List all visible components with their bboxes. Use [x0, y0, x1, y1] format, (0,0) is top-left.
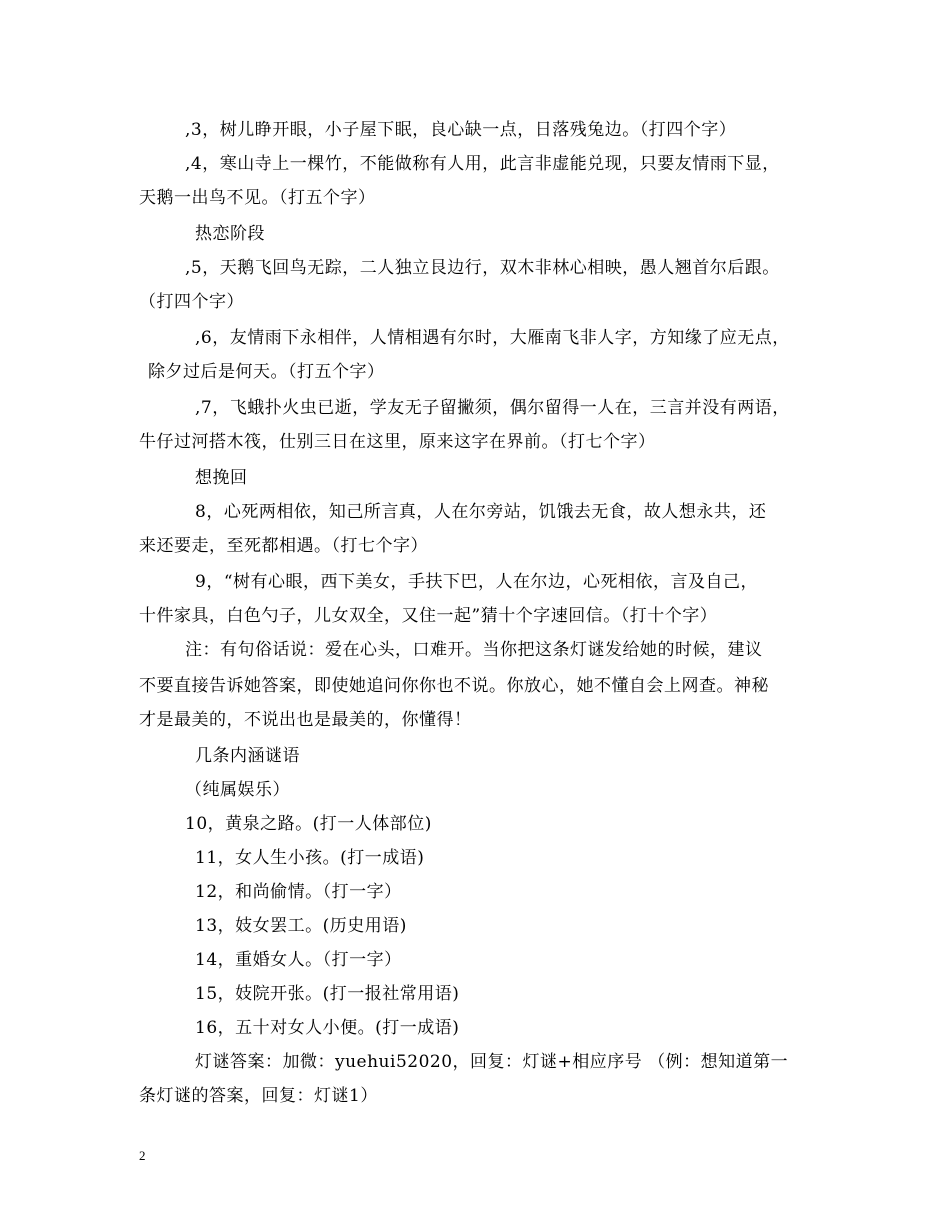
riddle-6-line-1: ,6，友情雨下永相伴，人情相遇有尔时，大雁南飞非人字，方知缘了应无点，: [195, 328, 790, 348]
riddle-9-line-2: 十件家具，白色勺子，儿女双全，又住一起”猜十个字速回信。（打十个字）: [139, 606, 718, 626]
riddle-14: 14，重婚女人。（打一字）: [195, 950, 402, 970]
riddle-7-line-1: ,7，飞蛾扑火虫已逝，学友无子留撇须，偶尔留得一人在，三言并没有两语，: [195, 398, 790, 418]
section-heading-riddles: 几条内涵谜语: [195, 746, 300, 766]
riddle-9-line-1: 9，“树有心眼，西下美女，手扶下巴，人在尔边，心死相依，言及自己，: [195, 572, 759, 592]
riddle-3-line: ,3，树儿睁开眼，小子屋下眠，良心缺一点，日落残兔边。（打四个字）: [185, 120, 737, 140]
riddle-5-line-2: （打四个字）: [139, 292, 244, 312]
note-line-3: 才是最美的，不说出也是最美的，你懂得！: [139, 710, 472, 730]
answer-info-line-2: 条灯谜的答案，回复：灯谜1）: [139, 1086, 378, 1106]
riddle-5-line-1: ,5，天鹅飞回鸟无踪，二人独立艮边行，双木非林心相映，愚人翘首尔后跟。: [185, 258, 780, 278]
riddle-6-line-2: 除夕过后是何天。（打五个字）: [148, 362, 385, 382]
riddle-13: 13，妓女罢工。(历史用语): [195, 916, 407, 936]
section-heading-win-back: 想挽回: [195, 468, 248, 488]
answer-info-line-1: 灯谜答案：加微：yuehui52020，回复：灯谜+相应序号 （例：想知道第一: [195, 1052, 789, 1072]
section-heading-romance: 热恋阶段: [195, 224, 265, 244]
riddle-15: 15，妓院开张。(打一报社常用语): [195, 984, 460, 1004]
riddle-10: 10，黄泉之路。(打一人体部位): [185, 814, 432, 834]
riddle-8-line-1: 8，心死两相依，知己所言真，人在尔旁站，饥饿去无食，故人想永共，还: [195, 502, 767, 522]
riddle-11: 11，女人生小孩。(打一成语): [195, 848, 425, 868]
page-number: 2: [139, 1148, 146, 1163]
riddle-16: 16，五十对女人小便。(打一成语): [195, 1018, 460, 1038]
riddle-12: 12，和尚偷情。（打一字）: [195, 882, 402, 902]
riddle-7-line-2: 牛仔过河搭木筏，仕别三日在这里，原来这字在界前。（打七个字）: [139, 432, 656, 452]
note-line-2: 不要直接告诉她答案，即使她追问你你也不说。你放心，她不懂自会上网查。神秘: [139, 676, 769, 696]
riddle-8-line-2: 来还要走，至死都相遇。（打七个字）: [139, 536, 428, 556]
riddle-4-line-1: ,4，寒山寺上一棵竹，不能做称有人用，此言非虚能兑现，只要友情雨下显，: [185, 154, 780, 174]
section-subheading: （纯属娱乐）: [185, 780, 290, 800]
riddle-4-line-2: 天鹅一出鸟不见。（打五个字）: [139, 188, 376, 208]
note-line-1: 注：有句俗话说：爱在心头，口难开。当你把这条灯谜发给她的时候，建议: [185, 640, 763, 660]
